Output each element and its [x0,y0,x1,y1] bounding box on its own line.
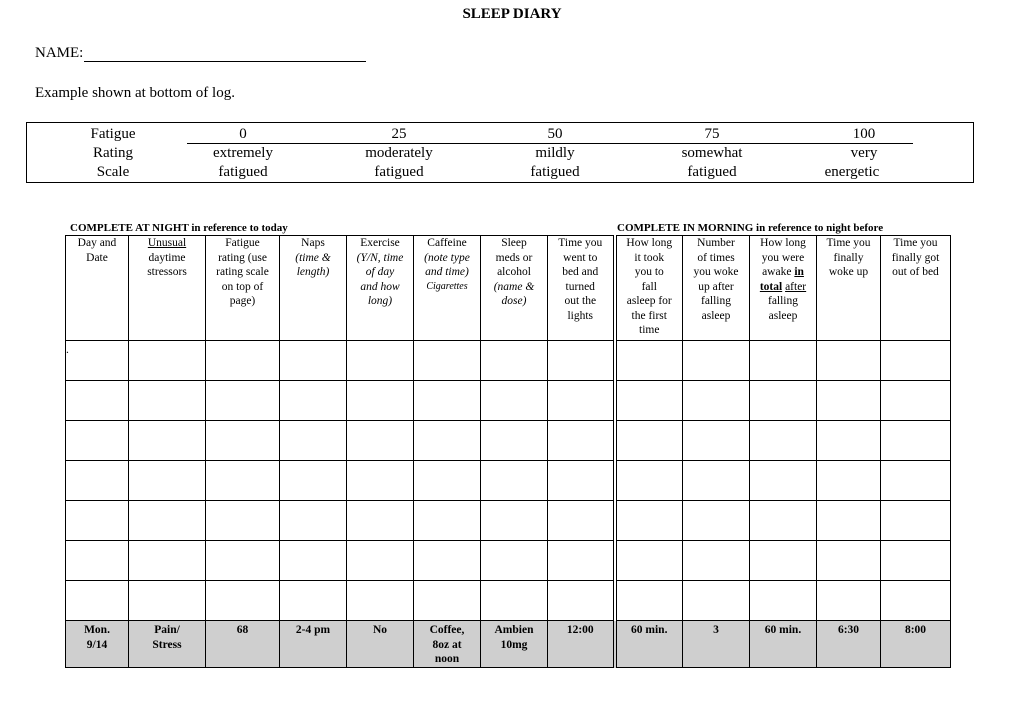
example-cell: 60 min. [615,621,683,668]
table-cell[interactable] [481,421,548,461]
table-cell[interactable] [817,501,881,541]
table-cell[interactable] [683,341,750,381]
header-line: up after [698,280,734,293]
example-cell: 8:00 [881,621,951,668]
header-line: finally [833,251,864,264]
header-line: you woke [693,266,739,278]
cell-line: Ambien [494,624,534,636]
table-cell[interactable] [683,541,750,581]
table-cell[interactable] [481,581,548,621]
header-line: Sleep [501,237,527,249]
example-cell: 12:00 [548,621,615,668]
table-cell[interactable] [66,501,129,541]
cell-line: Pain/ [154,624,180,636]
table-cell[interactable] [615,501,683,541]
header-word: after [785,280,807,293]
table-cell[interactable] [750,581,817,621]
table-cell[interactable] [548,421,615,461]
table-cell[interactable] [548,461,615,501]
header-line: on top of [221,280,264,293]
table-cell[interactable] [750,381,817,421]
header-day-date [66,236,129,341]
page-title: SLEEP DIARY [462,6,562,22]
table-cell[interactable] [280,421,347,461]
header-line: Naps [301,237,325,249]
table-cell[interactable] [347,461,414,501]
table-cell[interactable] [881,341,951,381]
header-line: lights [567,309,594,322]
header-line: you were [761,251,805,264]
header-line: How long [626,237,673,249]
header-line: Date [86,251,108,264]
table-cell[interactable] [817,381,881,421]
table-cell[interactable] [347,541,414,581]
header-line: page) [229,295,256,307]
header-total-awake [750,236,817,341]
header-line: Day and [77,237,117,249]
table-cell[interactable] [881,501,951,541]
table-cell[interactable] [615,541,683,581]
scale-descriptor: very [850,145,878,161]
header-line: woke up [828,266,869,278]
scale-descriptor: fatigued [218,164,268,180]
table-cell[interactable] [481,341,548,381]
header-line: dose) [501,295,527,307]
example-row [66,621,951,668]
table-cell[interactable] [206,541,280,581]
table-cell[interactable] [280,341,347,381]
table-row [66,581,951,621]
table-cell[interactable] [66,381,129,421]
table-cell[interactable] [881,461,951,501]
cell-line: 8oz at [432,638,462,651]
table-cell[interactable] [414,341,481,381]
table-cell[interactable] [817,461,881,501]
scale-descriptor: fatigued [530,164,580,180]
table-cell[interactable] [683,421,750,461]
header-emphasis: in [794,266,804,278]
table-cell[interactable] [414,381,481,421]
table-cell[interactable] [481,381,548,421]
header-line: long) [367,295,393,307]
table-cell[interactable] [615,461,683,501]
example-cell: 3 [683,621,750,668]
table-cell[interactable] [347,341,414,381]
table-cell[interactable] [481,501,548,541]
header-line: rating scale [216,266,269,278]
table-cell[interactable] [750,501,817,541]
header-word: awake [762,266,792,278]
morning-section-label: COMPLETE IN MORNING in reference to night before [617,222,884,234]
scale-descriptor: moderately [365,145,433,161]
table-cell[interactable] [683,461,750,501]
table-cell[interactable] [129,381,206,421]
example-cell [66,621,129,668]
example-cell: 2-4 pm [280,621,347,668]
table-cell[interactable] [548,381,615,421]
table-cell[interactable] [750,341,817,381]
scale-descriptor: fatigued [687,164,737,180]
table-cell[interactable] [129,341,206,381]
table-cell[interactable] [129,541,206,581]
header-row [66,236,951,341]
scale-descriptor: somewhat [681,145,743,161]
table-cell[interactable] [280,541,347,581]
scale-descriptor: extremely [213,145,273,161]
header-line: daytime [148,251,186,264]
header-line: Exercise [360,237,400,249]
header-naps [280,236,347,341]
cell-line: 9/14 [86,638,108,651]
table-cell[interactable] [280,381,347,421]
table-cell[interactable] [881,581,951,621]
table-cell[interactable] [817,581,881,621]
header-line: (note type [424,251,470,264]
header-line: rating (use [218,251,267,264]
table-row [66,341,951,381]
table-cell[interactable] [280,581,347,621]
table-cell[interactable] [615,341,683,381]
header-line: you to [634,266,664,278]
table-cell[interactable] [280,501,347,541]
table-cell[interactable] [206,461,280,501]
table-row [66,541,951,581]
cell-line: Coffee, [429,624,465,636]
table-cell[interactable] [683,581,750,621]
header-woke-up [817,236,881,341]
table-cell[interactable] [683,501,750,541]
table-cell[interactable] [129,501,206,541]
table-cell[interactable] [414,421,481,461]
table-cell[interactable] [414,461,481,501]
table-row [66,421,951,461]
cell-line: 10mg [500,638,528,651]
header-out-of-bed [881,236,951,341]
table-cell[interactable] [129,421,206,461]
scale-value: 100 [852,126,876,142]
header-line: time [639,324,660,336]
example-note: Example shown at bottom of log. [35,85,235,101]
table-cell[interactable] [750,421,817,461]
sleep-diary-table [65,235,951,668]
header-line: length) [296,266,330,278]
header-bed-time [548,236,615,341]
table-cell[interactable] [817,421,881,461]
table-cell[interactable] [881,421,951,461]
header-time-to-fall-asleep [615,236,683,341]
table-row [66,501,951,541]
header-line: of times [697,251,735,264]
header-line: Number [697,237,735,249]
header-line: the first [631,309,667,322]
example-cell: 6:30 [817,621,881,668]
cell-line: Mon. [84,624,110,636]
scale-value: 0 [239,126,247,142]
table-cell[interactable] [615,381,683,421]
header-line: (time & [295,251,331,264]
table-cell[interactable] [548,541,615,581]
example-cell [414,621,481,668]
table-cell[interactable] [750,461,817,501]
header-exercise [347,236,414,341]
table-cell[interactable] [750,541,817,581]
table-cell[interactable] [481,541,548,581]
table-cell[interactable] [206,501,280,541]
header-line: asleep for [626,295,672,307]
table-cell[interactable] [206,381,280,421]
header-line: and how [360,280,400,293]
scale-label-line1: Fatigue [90,126,136,142]
header-line: of day [365,266,395,278]
table-cell[interactable] [881,381,951,421]
header-line: (name & [493,280,535,293]
header-line: and time) [425,266,469,278]
table-cell[interactable] [206,421,280,461]
header-times-woke [683,236,750,341]
name-label: NAME: [35,45,84,61]
table-cell[interactable] [347,581,414,621]
table-cell[interactable] [129,461,206,501]
header-sleep-meds [481,236,548,341]
scale-descriptor: energetic [824,164,880,180]
header-line: it took [634,251,665,264]
header-line: How long [760,237,806,249]
example-cell [129,621,206,668]
scale-label-line3: Scale [96,164,130,180]
name-blank-line[interactable] [84,46,366,62]
header-line: Fatigue [225,237,260,249]
table-cell[interactable] [615,581,683,621]
example-cell: 60 min. [750,621,817,668]
example-cell [481,621,548,668]
example-cell: 68 [206,621,280,668]
header-line: alcohol [497,266,531,278]
scale-descriptor: fatigued [374,164,424,180]
table-cell[interactable] [66,461,129,501]
scale-value: 75 [704,126,720,142]
table-cell[interactable] [881,541,951,581]
header-stressors [129,236,206,341]
table-cell[interactable] [817,341,881,381]
header-line: Unusual [147,237,187,249]
table-cell[interactable] [414,541,481,581]
header-line: finally got [891,251,940,264]
header-line: Time you [826,237,871,249]
table-row [66,461,951,501]
scale-descriptor: mildly [535,145,575,161]
table-cell[interactable] [206,341,280,381]
table-cell[interactable] [683,381,750,421]
header-line: falling [767,295,799,307]
header-caffeine [414,236,481,341]
table-cell[interactable] [280,461,347,501]
header-line: Time you [893,237,938,249]
table-cell[interactable] [66,421,129,461]
header-line [750,265,816,280]
cell-line: Stress [152,638,182,651]
table-cell[interactable] [548,501,615,541]
table-cell[interactable] [414,581,481,621]
table-cell[interactable] [347,381,414,421]
header-line: Time you [558,237,603,249]
scale-value: 25 [391,126,407,142]
header-line: bed and [562,266,599,278]
header-line: stressors [147,266,187,278]
table-cell[interactable]: . [66,341,129,381]
table-cell[interactable] [206,581,280,621]
header-line: fall [641,280,657,293]
table-cell[interactable] [66,541,129,581]
name-field[interactable] [35,45,366,62]
header-line: (Y/N, time [356,251,404,264]
scale-value: 50 [547,126,563,142]
scale-label-line2: Rating [93,145,133,161]
night-section-label: COMPLETE AT NIGHT in reference to today [70,222,288,234]
table-cell[interactable] [548,581,615,621]
table-cell[interactable] [347,421,414,461]
fatigue-rating-scale [26,122,974,183]
header-line: out the [564,295,597,307]
cell-line: noon [434,653,460,665]
table-cell[interactable] [817,541,881,581]
header-line: asleep [701,309,731,322]
table-cell[interactable] [615,421,683,461]
table-cell[interactable] [548,341,615,381]
header-line [750,280,816,295]
example-cell: No [347,621,414,668]
header-line: Cigarettes [426,280,468,292]
table-row [66,381,951,421]
header-line: falling [700,295,732,307]
header-line: turned [565,280,595,293]
table-cell[interactable] [129,581,206,621]
header-line: Caffeine [427,237,467,249]
table-cell[interactable] [481,461,548,501]
header-fatigue-rating [206,236,280,341]
table-cell[interactable] [66,581,129,621]
header-line: out of bed [892,266,939,278]
header-line: went to [563,251,598,264]
header-emphasis: total [759,280,783,293]
table-cell[interactable] [347,501,414,541]
header-line: asleep [768,309,798,322]
table-cell[interactable] [414,501,481,541]
header-line: meds or [495,251,533,264]
